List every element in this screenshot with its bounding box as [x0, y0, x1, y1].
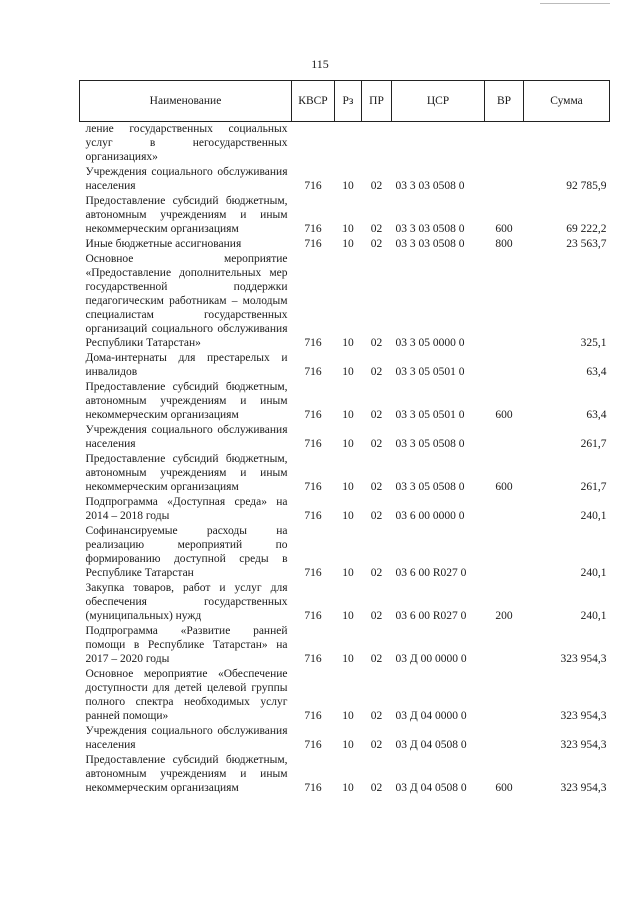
budget-table: [79, 80, 610, 796]
cell-csr: 03 Д 04 0000 0: [395, 710, 467, 722]
header-csr: ЦСР: [392, 81, 485, 122]
cell-sum: 323 954,3: [560, 653, 607, 665]
header-vr: ВР: [485, 81, 524, 122]
header-sum: Сумма: [524, 81, 610, 122]
cell-rz: 10: [342, 366, 354, 378]
cell-kvsr: 716: [304, 710, 322, 722]
cell-kvsr: 716: [304, 510, 322, 522]
cell-pr: 02: [370, 337, 383, 349]
cell-vr: [485, 667, 524, 724]
cell-rz: 10: [342, 739, 354, 751]
cell-csr: 03 3 05 0501 0: [395, 409, 465, 421]
cell-vr: 600: [495, 409, 513, 421]
cell-vr: 200: [495, 610, 513, 622]
cell-pr: 02: [370, 366, 383, 378]
cell-pr: 02: [370, 510, 383, 522]
cell-name: Учреждения социального обслуживания населения: [85, 424, 288, 450]
cell-csr: 03 3 03 0508 0: [395, 223, 465, 235]
cell-kvsr: 716: [304, 223, 322, 235]
cell-name: Дома-интернаты для престарелых и инвалидов: [85, 352, 288, 378]
cell-rz: 10: [342, 567, 354, 579]
table-row: [80, 423, 610, 452]
table-header-row: [80, 81, 610, 122]
table-row: [80, 380, 610, 423]
cell-csr: [392, 122, 485, 166]
cell-pr: 02: [370, 653, 383, 665]
cell-rz: 10: [342, 610, 354, 622]
cell-csr: 03 6 00 R027 0: [395, 610, 467, 622]
cell-kvsr: 716: [304, 653, 322, 665]
cell-name: Иные бюджетные ассигнования: [85, 238, 242, 250]
cell-rz: [335, 122, 362, 166]
table-row: [80, 581, 610, 624]
table-row: [80, 194, 610, 237]
cell-vr: 600: [495, 223, 513, 235]
table-row: [80, 724, 610, 753]
cell-vr: 600: [495, 481, 513, 493]
cell-csr: 03 3 05 0508 0: [395, 438, 465, 450]
cell-name: Основное мероприятие «Обеспечение доступности для детей целевой группы полного спектра необходимых услуг ранней помощи»: [85, 668, 288, 722]
cell-pr: 02: [370, 238, 383, 250]
cell-rz: 10: [342, 337, 354, 349]
table-row: [80, 667, 610, 724]
cell-name: Учреждения социального обслуживания населения: [85, 166, 288, 192]
cell-name: Закупка товаров, работ и услуг для обеспечения государственных (муниципальных) нужд: [85, 582, 288, 622]
cell-kvsr: 716: [304, 782, 322, 794]
cell-csr: 03 3 03 0508 0: [395, 180, 465, 192]
cell-name: Предоставление субсидий бюджетным, автономным учреждениям и иным некоммерческим организациям: [85, 381, 288, 421]
cell-name: Софинансируемые расходы на реализацию мероприятий по формированию доступной среды в Республике Татарстан: [85, 525, 288, 579]
cell-csr: 03 Д 00 0000 0: [395, 653, 467, 665]
cell-sum: 323 954,3: [560, 739, 607, 751]
cell-sum: 325,1: [580, 337, 607, 349]
cell-pr: 02: [370, 438, 383, 450]
cell-name: Предоставление субсидий бюджетным, автономным учреждениям и иным некоммерческим организациям: [85, 453, 288, 493]
cell-csr: 03 3 05 0508 0: [395, 481, 465, 493]
cell-pr: 02: [370, 782, 383, 794]
cell-vr: [485, 524, 524, 581]
cell-csr: 03 6 00 0000 0: [395, 510, 465, 522]
cell-rz: 10: [342, 710, 354, 722]
cell-rz: 10: [342, 438, 354, 450]
cell-vr: [485, 495, 524, 524]
cell-csr: 03 3 05 0000 0: [395, 337, 465, 349]
top-edge-line: [540, 3, 610, 4]
header-kvsr: КВСР: [292, 81, 335, 122]
cell-sum: [524, 122, 610, 166]
cell-sum: 92 785,9: [566, 180, 607, 192]
cell-kvsr: 716: [304, 438, 322, 450]
cell-name: Предоставление субсидий бюджетным, автономным учреждениям и иным некоммерческим организациям: [85, 195, 288, 235]
cell-sum: 69 222,2: [566, 223, 607, 235]
cell-kvsr: 716: [304, 409, 322, 421]
cell-name: Предоставление субсидий бюджетным, автономным учреждениям и иным некоммерческим организациям: [85, 754, 288, 794]
cell-pr: 02: [370, 409, 383, 421]
cell-kvsr: 716: [304, 337, 322, 349]
cell-sum: 240,1: [580, 610, 607, 622]
cell-vr: [485, 724, 524, 753]
cell-sum: 23 563,7: [566, 238, 607, 250]
cell-pr: 02: [370, 223, 383, 235]
cell-sum: 240,1: [580, 567, 607, 579]
cell-sum: 63,4: [586, 366, 607, 378]
cell-sum: 261,7: [580, 438, 607, 450]
cell-vr: 600: [495, 782, 513, 794]
header-rz: Рз: [335, 81, 362, 122]
cell-kvsr: 716: [304, 610, 322, 622]
cell-rz: 10: [342, 409, 354, 421]
cell-csr: 03 Д 04 0508 0: [395, 739, 467, 751]
cell-kvsr: 716: [304, 739, 322, 751]
table-row: [80, 122, 610, 166]
table-row: [80, 624, 610, 667]
cell-kvsr: 716: [304, 567, 322, 579]
table-row: [80, 165, 610, 194]
cell-sum: 323 954,3: [560, 710, 607, 722]
cell-pr: 02: [370, 610, 383, 622]
cell-kvsr: 716: [304, 238, 322, 250]
table-row: [80, 252, 610, 351]
cell-pr: [362, 122, 392, 166]
table-row: [80, 351, 610, 380]
cell-rz: 10: [342, 481, 354, 493]
cell-kvsr: 716: [304, 481, 322, 493]
cell-pr: 02: [370, 739, 383, 751]
cell-kvsr: 716: [304, 366, 322, 378]
cell-vr: [485, 624, 524, 667]
cell-sum: 63,4: [586, 409, 607, 421]
cell-sum: 323 954,3: [560, 782, 607, 794]
cell-rz: 10: [342, 653, 354, 665]
table-row: [80, 237, 610, 252]
cell-name: Подпрограмма «Доступная среда» на 2014 – 2018 годы: [85, 496, 288, 522]
table-row: [80, 753, 610, 796]
header-name: Наименование: [80, 81, 292, 122]
table-row: [80, 452, 610, 495]
cell-csr: 03 6 00 R027 0: [395, 567, 467, 579]
cell-vr: [485, 122, 524, 166]
cell-name: ление государственных социальных услуг в негосударственных организациях»: [85, 123, 288, 163]
cell-rz: 10: [342, 180, 354, 192]
cell-kvsr: [292, 122, 335, 166]
cell-rz: 10: [342, 238, 354, 250]
cell-pr: 02: [370, 710, 383, 722]
table-row: [80, 524, 610, 581]
cell-csr: 03 3 05 0501 0: [395, 366, 465, 378]
cell-name: Основное мероприятие «Предоставление дополнительных мер государственной поддержки педагогическим работникам – молодым специалистам государственных организаций социального обслуживания Республики Татарстан»: [85, 253, 288, 349]
cell-csr: 03 Д 04 0508 0: [395, 782, 467, 794]
cell-vr: [485, 351, 524, 380]
cell-pr: 02: [370, 567, 383, 579]
cell-vr: 800: [495, 238, 513, 250]
cell-csr: 03 3 03 0508 0: [395, 238, 465, 250]
cell-rz: 10: [342, 223, 354, 235]
cell-vr: [485, 423, 524, 452]
table-row: [80, 495, 610, 524]
cell-rz: 10: [342, 782, 354, 794]
cell-name: Учреждения социального обслуживания населения: [85, 725, 288, 751]
header-pr: ПР: [362, 81, 392, 122]
cell-name: Подпрограмма «Развитие ранней помощи в Республике Татарстан» на 2017 – 2020 годы: [85, 625, 288, 665]
cell-rz: 10: [342, 510, 354, 522]
cell-pr: 02: [370, 180, 383, 192]
cell-sum: 240,1: [580, 510, 607, 522]
page-number: 115: [311, 57, 329, 71]
cell-vr: [485, 165, 524, 194]
cell-pr: 02: [370, 481, 383, 493]
cell-kvsr: 716: [304, 180, 322, 192]
cell-sum: 261,7: [580, 481, 607, 493]
cell-vr: [485, 252, 524, 351]
table-body: [80, 122, 610, 797]
